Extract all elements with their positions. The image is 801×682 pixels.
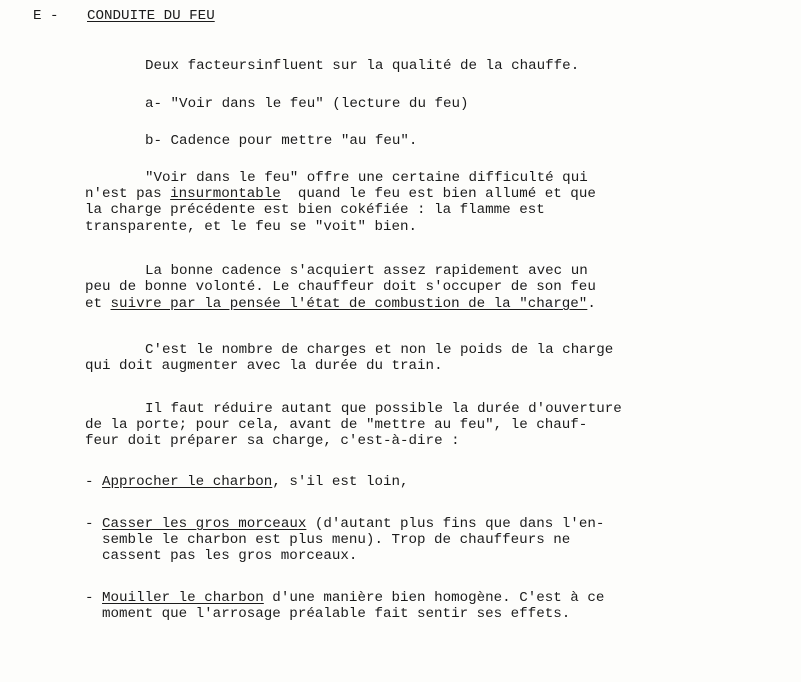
paragraph-4-line-3: feur doit préparer sa charge, c'est-à-dire : [85,433,460,449]
section-title: CONDUITE DU FEU [87,8,215,24]
paragraph-1-line-2 [85,186,596,202]
paragraph-3-line-2: qui doit augmenter avec la durée du train. [85,358,443,374]
list-dash: - [85,474,94,490]
text-run: et [85,296,111,312]
underlined-text: Mouiller le charbon [102,590,264,606]
paragraph-2-line-2: peu de bonne volonté. Le chauffeur doit s'occuper de son feu [85,279,596,295]
list-item-2-line-2: semble le charbon est plus menu). Trop de chauffeurs ne [102,532,571,548]
paragraph-1-line-4: transparente, et le feu se "voit" bien. [85,219,418,235]
intro-line: Deux facteursinfluent sur la qualité de la chauffe. [145,58,580,74]
list-item-2-line-3: cassent pas les gros morceaux. [102,548,358,564]
text-run: n'est pas [85,186,171,202]
section-letter: E - [33,8,59,24]
text-run: . [587,296,596,312]
text-run: d'une manière bien homogène. C'est à ce [263,590,605,606]
underlined-text: suivre par la pensée l'état de combustion de la "charge" [110,296,588,312]
underlined-text: insurmontable [170,186,281,202]
list-dash: - [85,590,94,606]
list-item-3-line-2: moment que l'arrosage préalable fait sentir ses effets. [102,606,571,622]
underlined-text: Approcher le charbon [102,474,273,490]
intro-item-a: a- "Voir dans le feu" (lecture du feu) [145,96,469,112]
underlined-text: Casser les gros morceaux [102,516,307,532]
paragraph-2-line-1: La bonne cadence s'acquiert assez rapidement avec un [145,263,588,279]
list-dash: - [85,516,94,532]
intro-item-b: b- Cadence pour mettre "au feu". [145,133,418,149]
text-run: , s'il est loin, [272,474,409,490]
paragraph-4-line-2: de la porte; pour cela, avant de "mettre au feu", le chauf- [85,417,588,433]
paragraph-3-line-1: C'est le nombre de charges et non le poids de la charge [145,342,614,358]
paragraph-1-line-3: la charge précédente est bien cokéfiée : la flamme est [85,202,545,218]
list-item-1 [85,474,409,490]
paragraph-4-line-1: Il faut réduire autant que possible la durée d'ouverture [145,401,622,417]
text-run: (d'autant plus fins que dans l'en- [306,516,605,532]
paragraph-2-line-3 [85,296,596,312]
list-item-2 [85,516,604,532]
list-item-3 [85,590,604,606]
text-run: quand le feu est bien allumé et que [280,186,596,202]
paragraph-1-line-1: "Voir dans le feu" offre une certaine difficulté qui [145,170,588,186]
